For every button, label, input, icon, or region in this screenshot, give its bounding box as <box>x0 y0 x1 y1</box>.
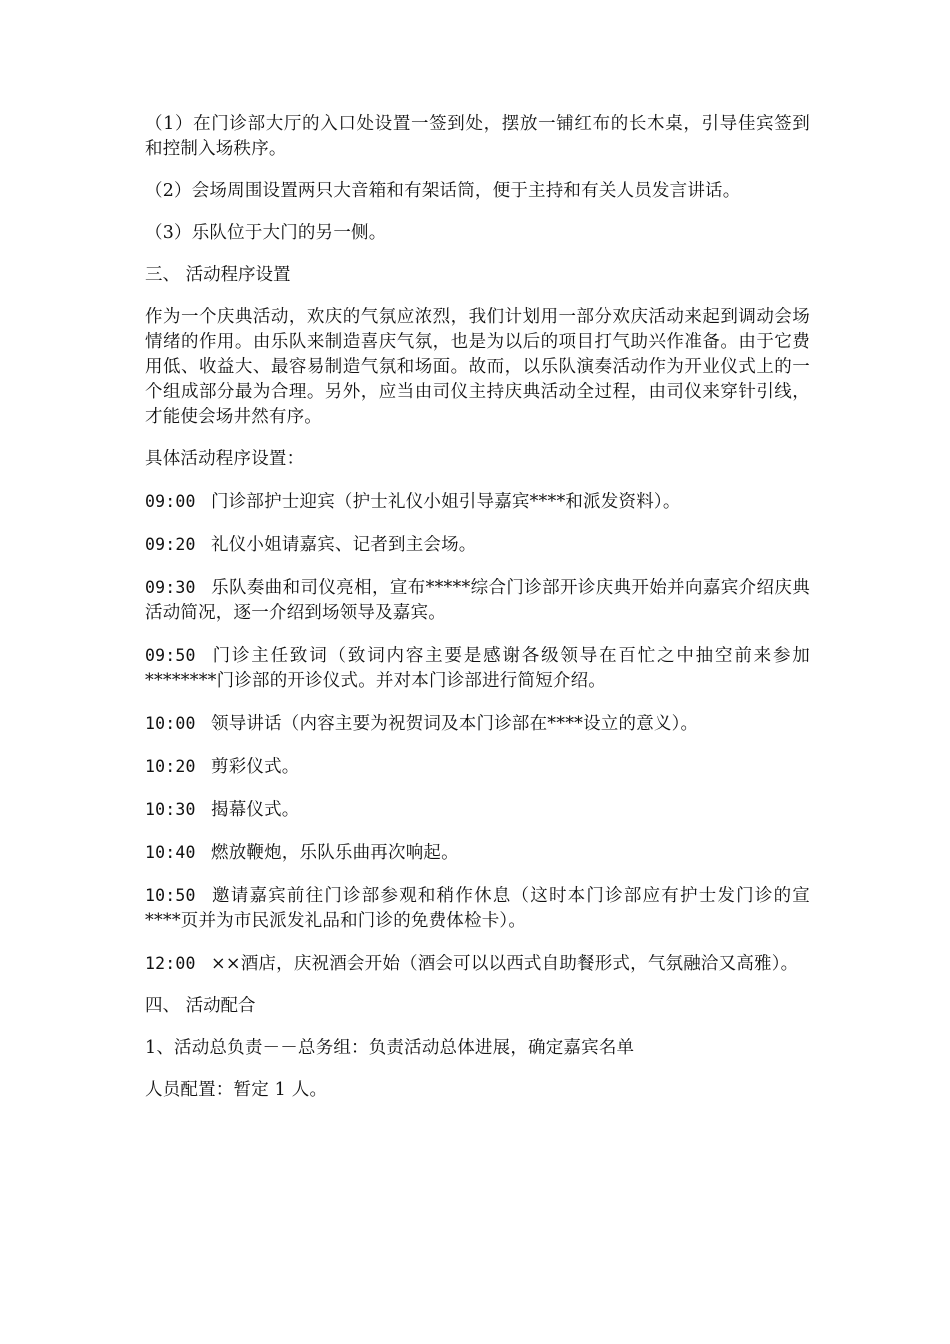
schedule-time: 10:20 <box>145 757 196 776</box>
schedule-text: 礼仪小姐请嘉宾、记者到主会场。 <box>211 535 477 555</box>
schedule-time: 10:30 <box>145 800 196 819</box>
schedule-item <box>145 883 810 934</box>
schedule-time: 09:30 <box>145 578 196 597</box>
schedule-text: 乐队奏曲和司仪亮相，宣布*****综合门诊部开诊庆典开始并向嘉宾介绍庆典活动简况，逐一介绍到场领导及嘉宾。 <box>145 578 810 623</box>
schedule-text: 揭幕仪式。 <box>211 800 300 820</box>
section-heading-coordination: 四、 活动配合 <box>145 996 256 1016</box>
schedule-text: 燃放鞭炮，乐队乐曲再次响起。 <box>211 843 459 863</box>
paragraph-program-intro: 作为一个庆典活动，欢庆的气氛应浓烈，我们计划用一部分欢庆活动来起到调动会场情绪的作用。由乐队来制造喜庆气氛，也是为以后的项目打气助兴作准备。由于它费用低、收益大、最容易制造气氛和场面。故而，以乐队演奏活动作为开业仪式上的一个组成部分最为合理。另外，应当由司仪主持庆典活动全过程，由司仪来穿针引线，才能使会场井然有序。 <box>145 307 810 427</box>
schedule-item <box>145 575 810 626</box>
schedule-time: 09:20 <box>145 535 196 554</box>
paragraph-staffing: 人员配置：暂定 1 人。 <box>145 1080 328 1100</box>
schedule-item <box>145 754 810 780</box>
paragraph-schedule-title: 具体活动程序设置： <box>145 449 305 469</box>
schedule-item <box>145 797 810 823</box>
schedule-item <box>145 951 810 977</box>
schedule-text: 门诊部护士迎宾（护士礼仪小姐引导嘉宾****和派发资料）。 <box>211 492 681 512</box>
schedule-item <box>145 643 810 694</box>
schedule-time: 09:00 <box>145 492 196 511</box>
schedule-text: 门诊主任致词（致词内容主要是感谢各级领导在百忙之中抽空前来参加********门诊部的开诊仪式。并对本门诊部进行简短介绍。 <box>145 646 810 691</box>
schedule-time: 09:50 <box>145 646 196 665</box>
schedule-item <box>145 840 810 866</box>
schedule-item <box>145 532 810 558</box>
schedule-time: 12:00 <box>145 954 196 973</box>
schedule-text: ××酒店，庆祝酒会开始（酒会可以以西式自助餐形式，气氛融洽又高雅）。 <box>211 954 799 974</box>
schedule-time: 10:50 <box>145 886 196 905</box>
schedule-item <box>145 489 810 515</box>
schedule-text: 领导讲话（内容主要为祝贺词及本门诊部在****设立的意义）。 <box>211 714 699 734</box>
section-heading-program: 三、 活动程序设置 <box>145 265 291 285</box>
paragraph-speakers: （2）会场周围设置两只大音箱和有架话筒，便于主持和有关人员发言讲话。 <box>145 181 741 201</box>
paragraph-band-position: （3）乐队位于大门的另一侧。 <box>145 223 387 243</box>
schedule-item <box>145 711 810 737</box>
paragraph-signin-desk: （1）在门诊部大厅的入口处设置一签到处，摆放一铺红布的长木桌，引导佳宾签到和控制入场秩序。 <box>145 114 810 159</box>
schedule-time: 10:00 <box>145 714 196 733</box>
schedule-time: 10:40 <box>145 843 196 862</box>
schedule-text: 邀请嘉宾前往门诊部参观和稍作休息（这时本门诊部应有护士发门诊的宣****页并为市民派发礼品和门诊的免费体检卡）。 <box>145 886 810 931</box>
document-page <box>145 112 810 1120</box>
schedule-text: 剪彩仪式。 <box>211 757 300 777</box>
paragraph-general-manager: 1、活动总负责－－总务组：负责活动总体进展，确定嘉宾名单 <box>145 1038 635 1058</box>
